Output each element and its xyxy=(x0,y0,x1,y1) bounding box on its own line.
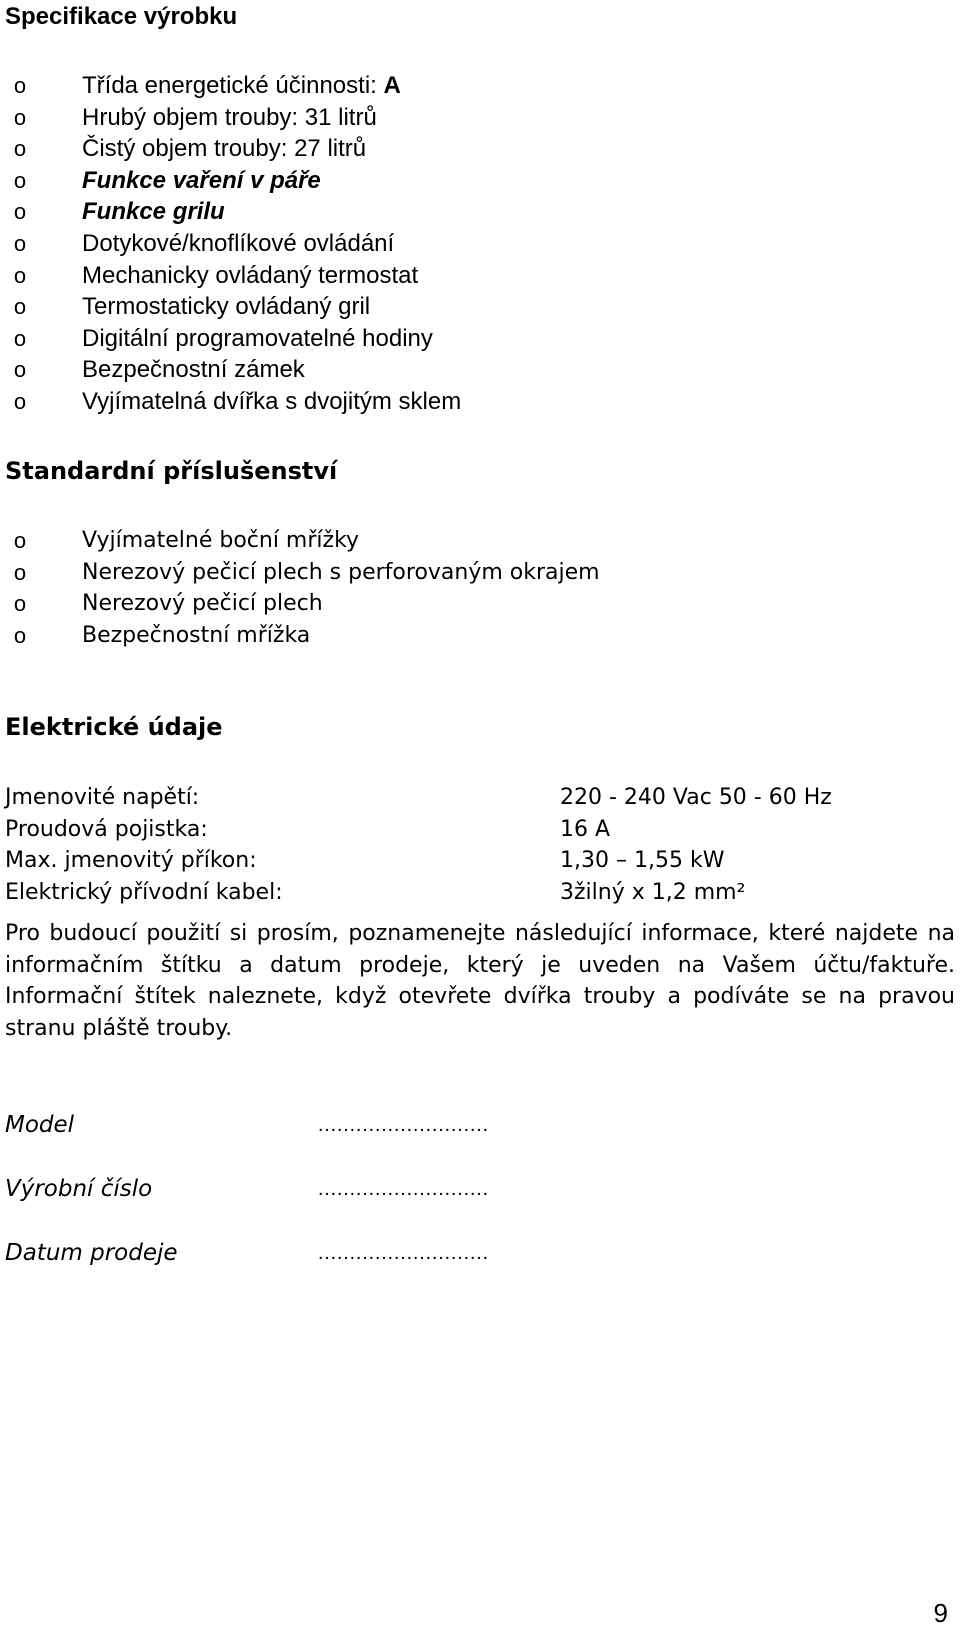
table-row xyxy=(5,845,945,877)
section-heading-accessories: Standardní příslušenství xyxy=(5,457,338,485)
spec-label: Dotykové/knoflíkové ovládání xyxy=(82,229,395,257)
electrical-value: 16 A xyxy=(560,816,611,842)
electrical-label: Max. jmenovitý příkon: xyxy=(5,848,257,873)
model-blank: ……………………… xyxy=(317,1114,488,1136)
spec-label: Třída energetické účinnosti: xyxy=(82,72,384,99)
spec-label: Digitální programovatelné hodiny xyxy=(82,324,433,352)
spec-label: Čistý objem trouby: 27 litrů xyxy=(82,135,367,163)
bullet-icon: o xyxy=(13,136,27,162)
sale-date-blank: ……………………… xyxy=(317,1242,488,1264)
table-row xyxy=(5,782,945,814)
accessory-label: Nerezový pečicí plech s perforovaným okrajem xyxy=(82,559,600,585)
bullet-icon: o xyxy=(13,262,27,288)
bullet-icon: o xyxy=(13,528,27,553)
spec-label: Mechanicky ovládaný termostat xyxy=(82,261,419,289)
serial-number-label: Výrobní číslo xyxy=(5,1176,153,1202)
bullet-icon: o xyxy=(13,167,27,193)
table-row xyxy=(5,877,945,909)
bullet-icon: o xyxy=(13,104,27,130)
spec-label: Funkce vaření v páře xyxy=(82,166,321,194)
bullet-icon: o xyxy=(13,294,27,320)
bullet-icon: o xyxy=(13,559,27,585)
bullet-icon: o xyxy=(13,388,27,414)
electrical-value: 220 - 240 Vac 50 - 60 Hz xyxy=(560,785,832,810)
energy-class-value: A xyxy=(383,72,401,99)
information-note: Pro budoucí použití si prosím, poznamenejte následující informace, které najdete na informačním štítku a datum prodeje, který je uveden na Vašem účtu/faktuře. Informační štítek naleznete, když otevřete dvířka trouby a podíváte se na pravou stranu pláště trouby. xyxy=(5,921,955,1041)
accessory-label: Vyjímatelné boční mřížky xyxy=(82,528,360,553)
electrical-value: 1,30 – 1,55 kW xyxy=(560,848,725,873)
bullet-icon: o xyxy=(13,325,27,351)
electrical-data-table xyxy=(5,782,945,908)
electrical-value: 3žilný x 1,2 mm² xyxy=(560,879,746,905)
electrical-label: Jmenovité napětí: xyxy=(5,785,200,810)
record-form xyxy=(5,1108,945,1300)
accessory-label: Bezpečnostní mřížka xyxy=(82,622,311,648)
page-number: 9 xyxy=(933,1598,948,1628)
serial-number-blank: ……………………… xyxy=(317,1178,488,1200)
spec-label: Hrubý objem trouby: 31 litrů xyxy=(82,103,377,131)
electrical-label: Proudová pojistka: xyxy=(5,816,208,842)
bullet-icon: o xyxy=(13,357,27,383)
spec-label: Bezpečnostní zámek xyxy=(82,356,305,384)
spec-label: Funkce grilu xyxy=(82,198,225,226)
table-row xyxy=(5,814,945,846)
model-label: Model xyxy=(5,1112,75,1138)
form-row-serial xyxy=(5,1172,945,1236)
spec-label: Vyjímatelná dvířka s dvojitým sklem xyxy=(82,387,462,415)
bullet-icon: o xyxy=(13,199,27,225)
bullet-icon: o xyxy=(13,591,27,617)
spec-label: Termostaticky ovládaný gril xyxy=(82,293,371,321)
electrical-label: Elektrický přívodní kabel: xyxy=(5,879,283,905)
section-heading-electrical: Elektrické údaje xyxy=(5,713,223,741)
bullet-icon: o xyxy=(13,622,27,648)
bullet-icon: o xyxy=(13,73,27,98)
sale-date-label: Datum prodeje xyxy=(5,1240,178,1266)
form-row-model xyxy=(5,1108,945,1172)
accessory-label: Nerezový pečicí plech xyxy=(82,591,323,617)
form-row-sale-date xyxy=(5,1236,945,1300)
section-heading-specifications: Specifikace výrobku xyxy=(5,3,238,30)
bullet-icon: o xyxy=(13,230,27,256)
